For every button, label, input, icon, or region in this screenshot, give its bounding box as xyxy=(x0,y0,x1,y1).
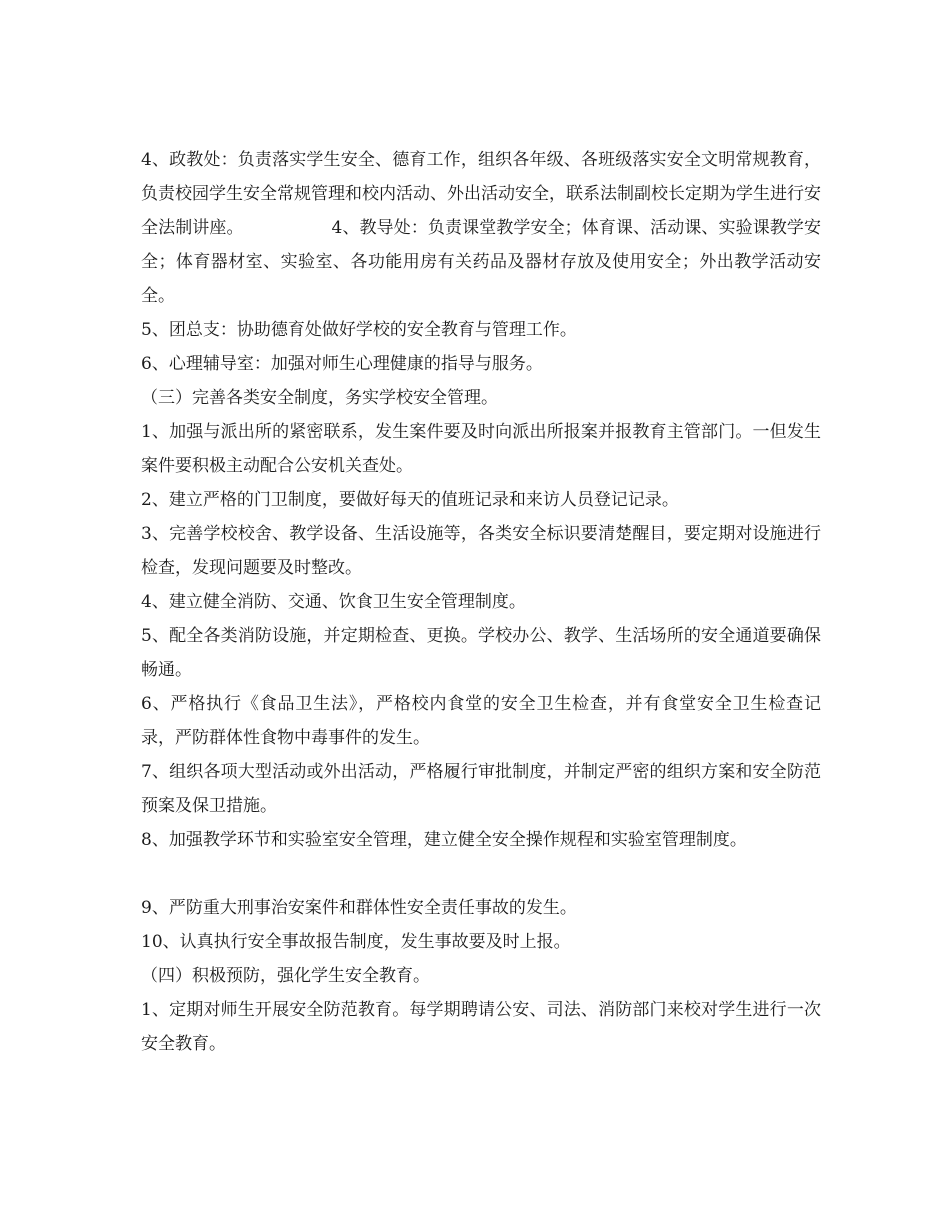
paragraph-xinli-fudaoshi: 6、心理辅导室：加强对师生心理健康的指导与服务。 xyxy=(141,354,543,374)
paragraph-zhengjiaochu-jiaodaochu: 4、政教处：负责落实学生安全、德育工作，组织各年级、各班级落实安全文明常规教育，负责校园学生安全常规管理和校内活动、外出活动安全，联系法制副校长定期为学生进行安全法制讲座。 4、教导处：负责课堂教学安全；体育课、活动课、实验课教学安全；体育器材室、实验室、各功能用房有关药品及器材存放及使用安全；外出教学活动安全。 xyxy=(141,150,821,306)
section-heading-4: （四）积极预防，强化学生安全教育。 xyxy=(141,966,430,986)
paragraph-item-7: 7、组织各项大型活动或外出活动，严格履行审批制度，并制定严密的组织方案和安全防范预案及保卫措施。 xyxy=(141,762,821,816)
paragraph-item-5: 5、配全各类消防设施，并定期检查、更换。学校办公、教学、生活场所的安全通道要确保畅通。 xyxy=(141,626,821,680)
paragraph-item-1: 1、加强与派出所的紧密联系，发生案件要及时向派出所报案并报教育主管部门。一但发生案件要积极主动配合公安机关查处。 xyxy=(141,422,821,476)
paragraph-section4-item-1: 1、定期对师生开展安全防范教育。每学期聘请公安、司法、消防部门来校对学生进行一次安全教育。 xyxy=(141,1000,821,1054)
paragraph-item-4: 4、建立健全消防、交通、饮食卫生安全管理制度。 xyxy=(141,592,526,612)
paragraph-item-10: 10、认真执行安全事故报告制度，发生事故要及时上报。 xyxy=(141,932,571,952)
section-heading-3: （三）完善各类安全制度，务实学校安全管理。 xyxy=(141,388,498,408)
paragraph-tuanzongzhi: 5、团总支：协助德育处做好学校的安全教育与管理工作。 xyxy=(141,320,577,340)
paragraph-item-8: 8、加强教学环节和实验室安全管理，建立健全安全操作规程和实验室管理制度。 xyxy=(141,830,747,850)
paragraph-item-6: 6、严格执行《食品卫生法》，严格校内食堂的安全卫生检查，并有食堂安全卫生检查记录，严防群体性食物中毒事件的发生。 xyxy=(141,694,821,748)
paragraph-item-9: 9、严防重大刑事治安案件和群体性安全责任事故的发生。 xyxy=(141,898,577,918)
document-body xyxy=(141,143,821,1061)
paragraph-item-2: 2、建立严格的门卫制度，要做好每天的值班记录和来访人员登记记录。 xyxy=(141,490,679,510)
blank-line xyxy=(141,857,821,891)
paragraph-item-3: 3、完善学校校舍、教学设备、生活设施等，各类安全标识要清楚醒目，要定期对设施进行检查，发现问题要及时整改。 xyxy=(141,524,821,578)
